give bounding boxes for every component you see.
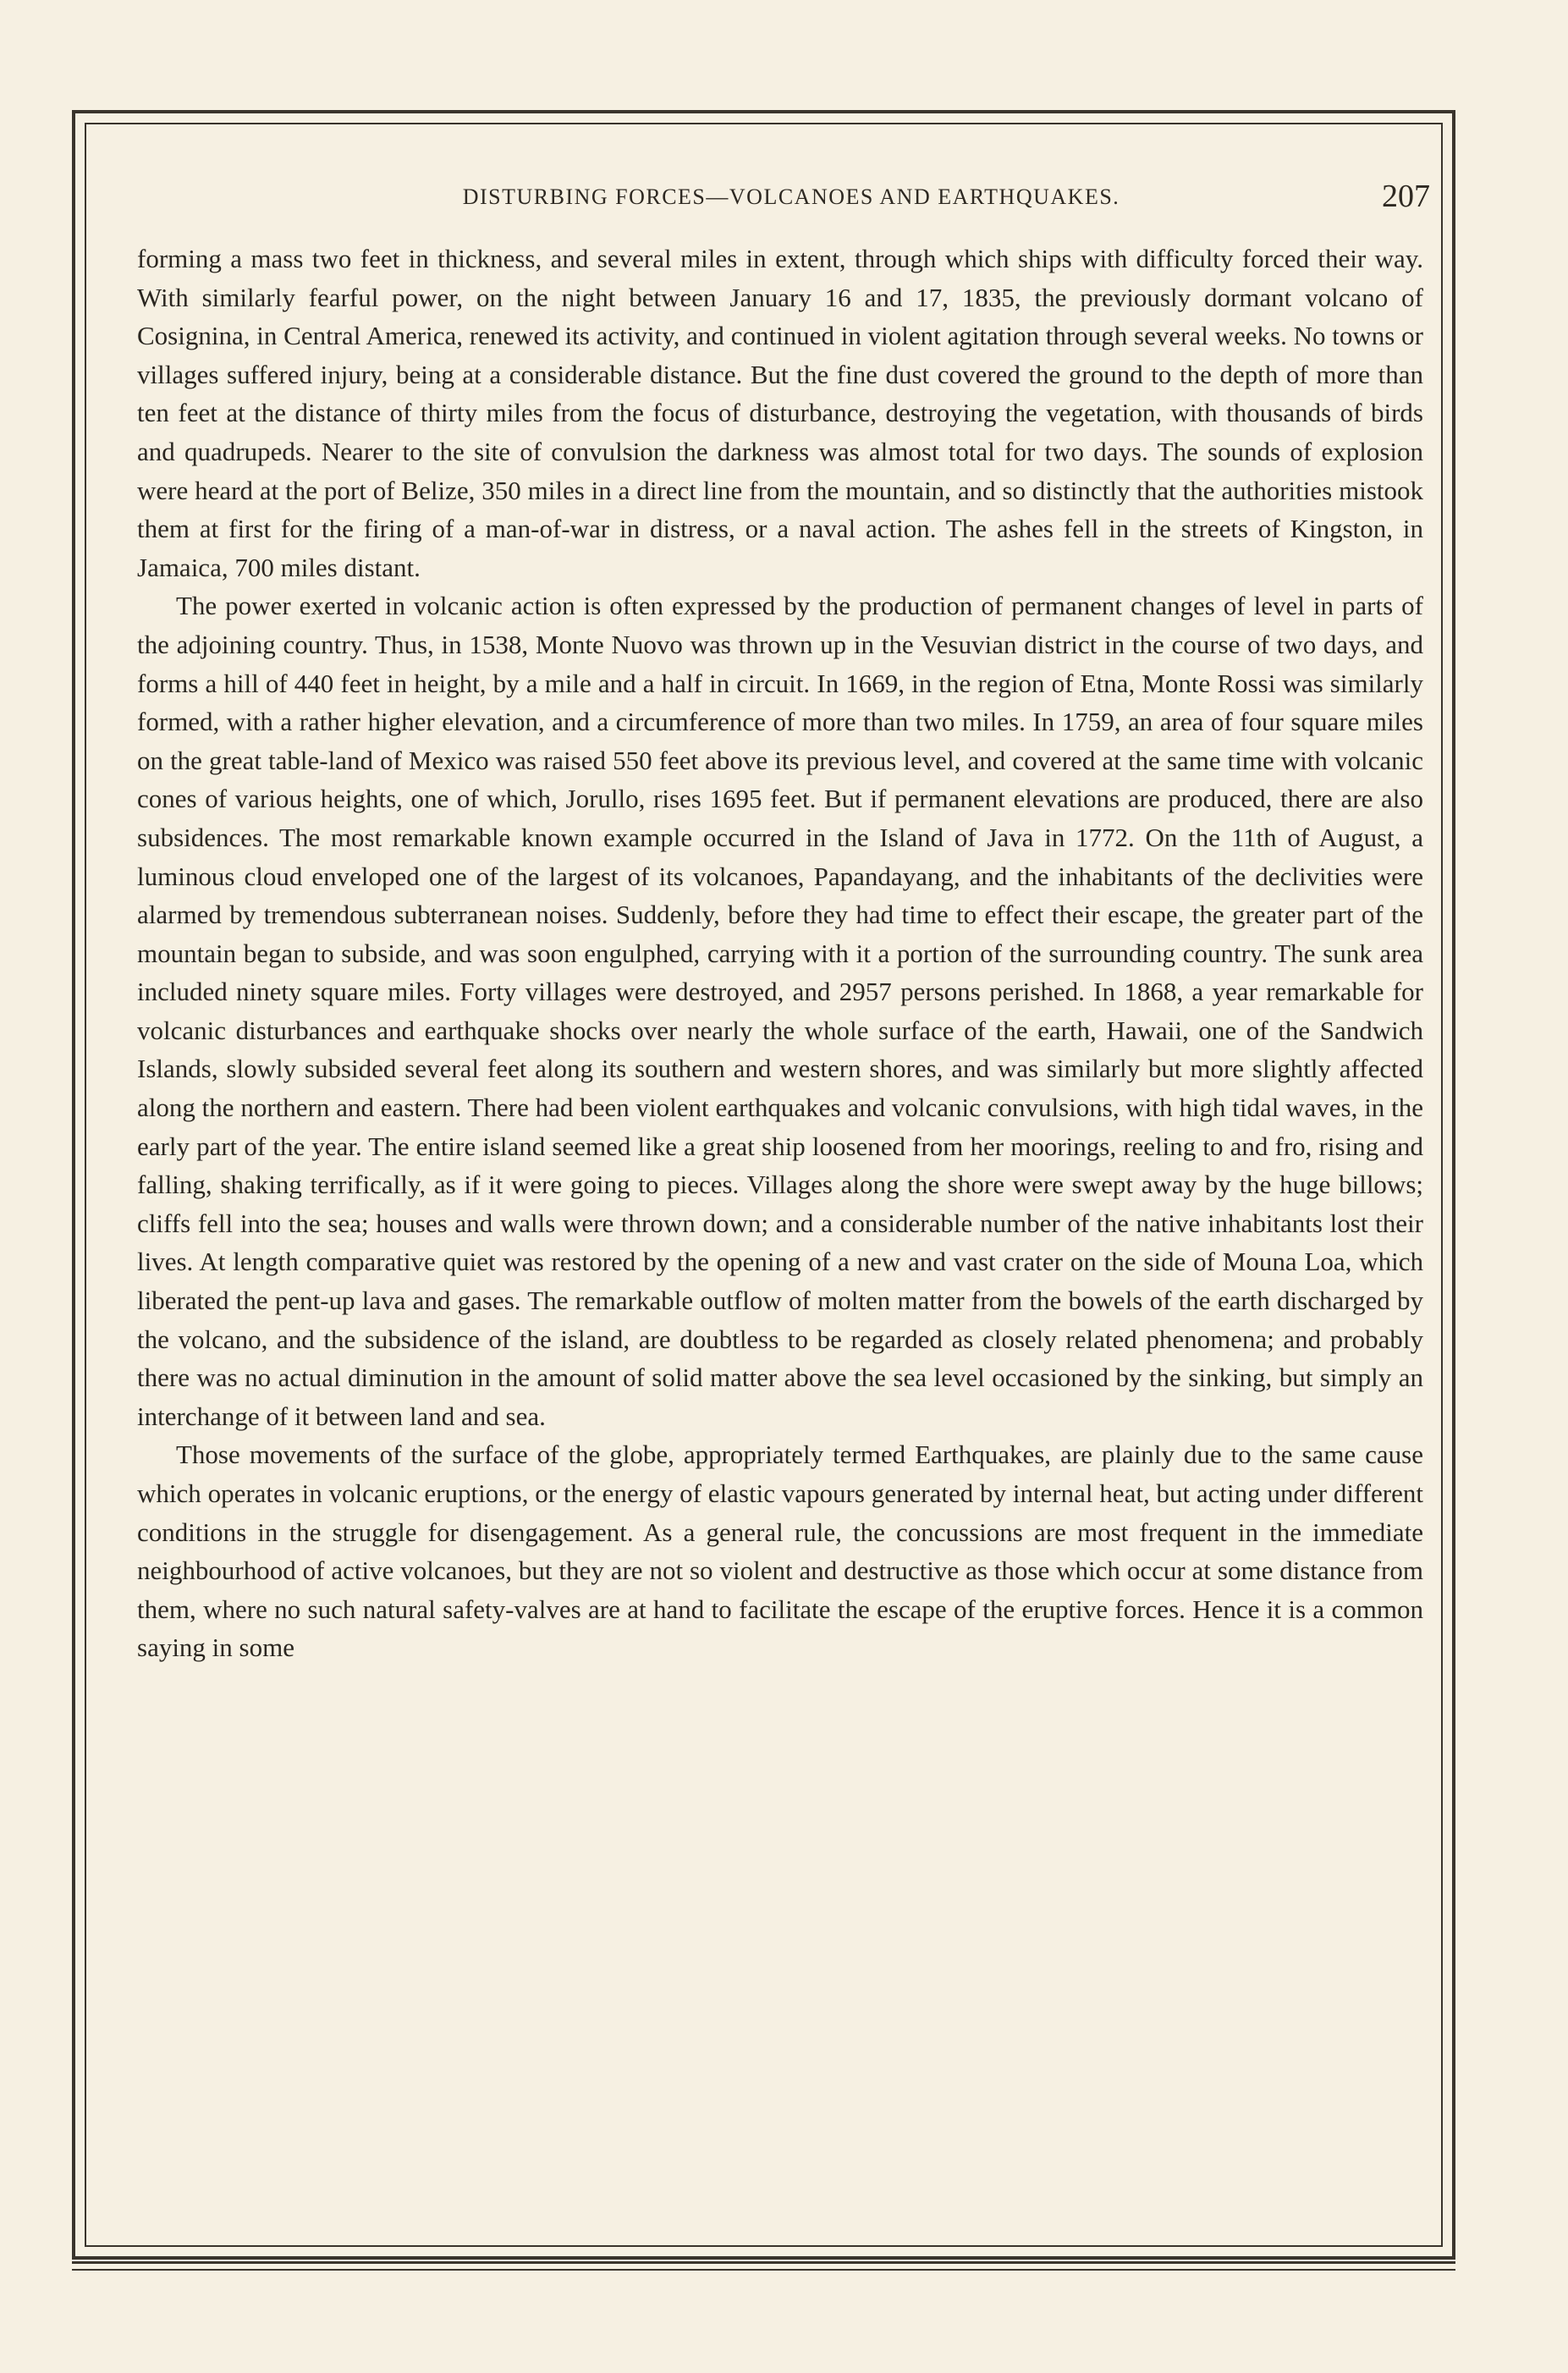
body-text (137, 240, 1423, 1667)
running-title: DISTURBING FORCES—VOLCANOES AND EARTHQUAKES. (462, 184, 1120, 209)
page-header (152, 178, 1430, 220)
bottom-rule (72, 2261, 1455, 2264)
paragraph-3: Those movements of the surface of the globe, appropriately termed Earthquakes, are plainly due to the same cause which operates in volcanic eruptions, or the energy of elastic vapours generated by internal heat, but acting under different conditions in the struggle for disengagement. As a general rule, the concussions are most frequent in the immediate neighbourhood of active volcanoes, but they are not so violent and destructive as those which occur at some distance from them, where no such natural safety-valves are at hand to facilitate the escape of the eruptive forces. Hence it is a common saying in some (137, 1440, 1423, 1663)
paragraph-1: forming a mass two feet in thickness, and several miles in extent, through which ships with difficulty forced their way. With similarly fearful power, on the night between January 16 and 17, 1835, the previously dormant volcano of Cosignina, in Central America, renewed its activity, and continued in violent agitation through several weeks. No towns or villages suffered injury, being at a considerable distance. But the fine dust covered the ground to the depth of more than ten feet at the distance of thirty miles from the focus of disturbance, destroying the vegetation, with thousands of birds and quadrupeds. Nearer to the site of convulsion the darkness was almost total for two days. The sounds of explosion were heard at the port of Belize, 350 miles in a direct line from the mountain, and so distinctly that the authorities mistook them at first for the firing of a man-of-war in distress, or a naval action. The ashes fell in the streets of Kingston, in Jamaica, 700 miles distant. (137, 244, 1423, 582)
bottom-rule-thin (72, 2269, 1455, 2271)
page-number: 207 (1382, 179, 1430, 214)
paragraph-2: The power exerted in volcanic action is often expressed by the production of permanent changes of level in parts of the adjoining country. Thus, in 1538, Monte Nuovo was thrown up in the Vesuvian district in the course of two days, and forms a hill of 440 feet in height, by a mile and a half in circuit. In 1669, in the region of Etna, Monte Rossi was similarly formed, with a rather higher elevation, and a circumference of more than two miles. In 1759, an area of four square miles on the great table-land of Mexico was raised 550 feet above its previous level, and covered at the same time with volcanic cones of various heights, one of which, Jorullo, rises 1695 feet. But if permanent elevations are produced, there are also subsidences. The most remarkable known example occurred in the Island of Java in 1772. On the 11th of August, a luminous cloud enveloped one of the largest of its volcanoes, Papandayang, and the inhabitants of the declivities were alarmed by tremendous subterranean noises. Suddenly, before they had time to effect their escape, the greater part of the mountain began to subside, and was soon engulphed, carrying with it a portion of the surrounding country. The sunk area included ninety square miles. Forty villages were destroyed, and 2957 persons perished. In 1868, a year remarkable for volcanic disturbances and earthquake shocks over nearly the whole surface of the earth, Hawaii, one of the Sandwich Islands, slowly subsided several feet along its southern and western shores, and was similarly but more slightly affected along the northern and eastern. There had been violent earthquakes and volcanic convulsions, with high tidal waves, in the early part of the year. The entire island seemed like a great ship loosened from her moorings, reeling to and fro, rising and falling, shaking terrifically, as if it were going to pieces. Villages along the shore were swept away by the huge billows; cliffs fell into the sea; houses and walls were thrown down; and a considerable number of the native inhabitants lost their lives. At length comparative quiet was restored by the opening of a new and vast crater on the side of Mouna Loa, which liberated the pent-up lava and gases. The remarkable outflow of molten matter from the bowels of the earth discharged by the volcano, and the subsidence of the island, are doubtless to be regarded as closely related phenomena; and probably there was no actual diminution in the amount of solid matter above the sea level occasioned by the sinking, but simply an interchange of it between land and sea. (137, 591, 1423, 1431)
